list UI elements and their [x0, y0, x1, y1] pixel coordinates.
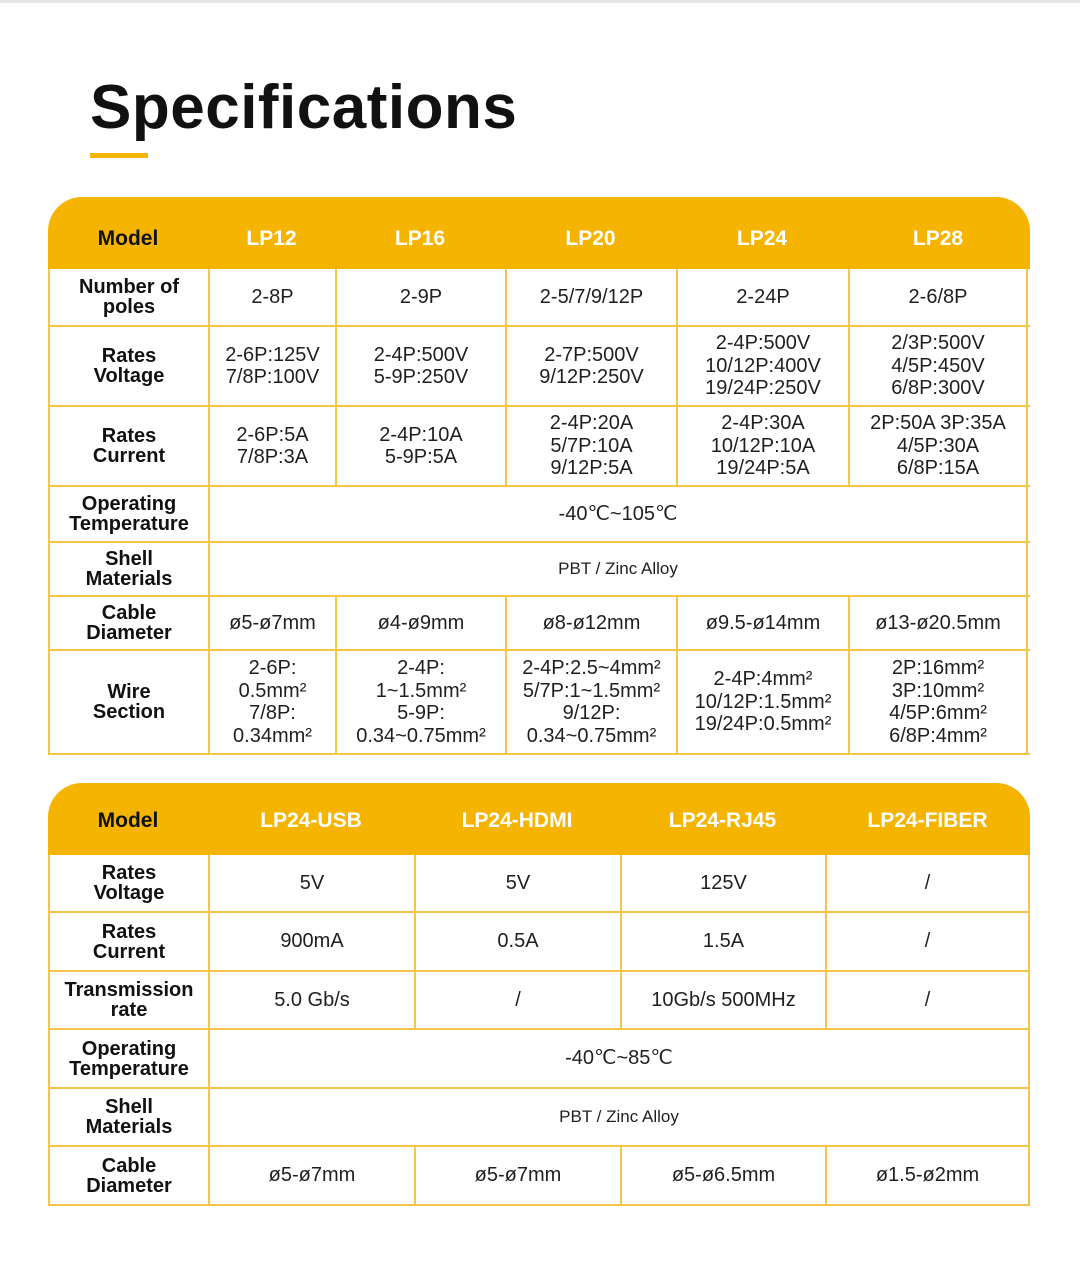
- header-model-5: LP28: [912, 227, 964, 250]
- row-label: Operating Temperature: [50, 487, 210, 541]
- row-label: Operating Temperature: [50, 1030, 210, 1087]
- table-cell: 2-9P: [337, 269, 507, 325]
- table-cell: 2-8P: [210, 269, 337, 325]
- table-row: [50, 1089, 1030, 1147]
- table-row: [50, 327, 1030, 407]
- table-cell: 2-4P:500V 5-9P:250V: [337, 327, 507, 405]
- table-cell: 125V: [622, 855, 827, 911]
- table-cell: 2/3P:500V 4/5P:450V 6/8P:300V: [850, 327, 1028, 405]
- table-cell: 2-4P:30A 10/12P:10A 19/24P:5A: [678, 407, 850, 485]
- table-row: [50, 913, 1030, 972]
- top-rule: [0, 0, 1080, 3]
- table-cell: 2-6P:125V 7/8P:100V: [210, 327, 337, 405]
- spec-table-lp24-interfaces: [48, 783, 1030, 1206]
- spanning-cell: PBT / Zinc Alloy: [210, 1089, 1030, 1145]
- header-model-2: LP24-HDMI: [461, 809, 573, 832]
- row-label: Number of poles: [50, 269, 210, 325]
- header-model-1: LP24-USB: [260, 809, 362, 832]
- header-model-4: LP24: [736, 227, 788, 250]
- table-row: [50, 1030, 1030, 1089]
- row-label: Transmission rate: [50, 972, 210, 1028]
- row-label: Wire Section: [50, 651, 210, 753]
- table-body: [48, 855, 1030, 1206]
- table-cell: ø9.5-ø14mm: [678, 597, 850, 649]
- header-model-3: LP24-RJ45: [668, 809, 777, 832]
- spanning-cell: -40℃~85℃: [210, 1030, 1030, 1087]
- spanning-cell: PBT / Zinc Alloy: [210, 543, 1028, 595]
- table-cell: 2P:16mm² 3P:10mm² 4/5P:6mm² 6/8P:4mm²: [850, 651, 1028, 753]
- row-label: Shell Materials: [50, 543, 210, 595]
- table-cell: 2-6P: 0.5mm² 7/8P: 0.34mm²: [210, 651, 337, 753]
- row-label: Cable Diameter: [50, 1147, 210, 1204]
- table-cell: 2-4P:2.5~4mm² 5/7P:1~1.5mm² 9/12P: 0.34~0.75mm²: [507, 651, 678, 753]
- table-cell: 2-6/8P: [850, 269, 1028, 325]
- header-model-label: Model: [97, 227, 159, 250]
- table-body: [48, 269, 1030, 755]
- table-row: [50, 407, 1030, 487]
- table-cell: 2-5/7/9/12P: [507, 269, 678, 325]
- table-cell: /: [827, 972, 1030, 1028]
- table-cell: ø5-ø7mm: [210, 597, 337, 649]
- table-row: [50, 651, 1030, 755]
- table-cell: ø8-ø12mm: [507, 597, 678, 649]
- table-cell: /: [827, 913, 1030, 970]
- header-model-label: Model: [97, 809, 159, 832]
- table-cell: 5V: [210, 855, 416, 911]
- table-cell: ø1.5-ø2mm: [827, 1147, 1030, 1204]
- header-model-2: LP16: [394, 227, 446, 250]
- table-cell: 10Gb/s 500MHz: [622, 972, 827, 1028]
- table-cell: ø5-ø7mm: [210, 1147, 416, 1204]
- table-cell: 2-6P:5A 7/8P:3A: [210, 407, 337, 485]
- table-cell: 900mA: [210, 913, 416, 970]
- table-row: [50, 487, 1030, 543]
- table-cell: 2-4P: 1~1.5mm² 5-9P: 0.34~0.75mm²: [337, 651, 507, 753]
- table-cell: ø5-ø7mm: [416, 1147, 622, 1204]
- table-cell: 2-4P:500V 10/12P:400V 19/24P:250V: [678, 327, 850, 405]
- spec-table-lp-series: [48, 197, 1030, 755]
- table-cell: 2-7P:500V 9/12P:250V: [507, 327, 678, 405]
- table-cell: 2-4P:20A 5/7P:10A 9/12P:5A: [507, 407, 678, 485]
- table-row: [50, 1147, 1030, 1206]
- spanning-cell: -40℃~105℃: [210, 487, 1028, 541]
- header-model-4: LP24-FIBER: [867, 809, 988, 832]
- table-cell: ø13-ø20.5mm: [850, 597, 1028, 649]
- table-cell: ø5-ø6.5mm: [622, 1147, 827, 1204]
- table-row: [50, 972, 1030, 1030]
- table-cell: 5V: [416, 855, 622, 911]
- page-title: Specifications: [90, 73, 518, 142]
- table-cell: 2-4P:10A 5-9P:5A: [337, 407, 507, 485]
- table-cell: 2P:50A 3P:35A 4/5P:30A 6/8P:15A: [850, 407, 1028, 485]
- table-row: [50, 269, 1030, 327]
- table-cell: /: [827, 855, 1030, 911]
- table-header: [48, 197, 1030, 269]
- header-model-3: LP20: [565, 227, 616, 250]
- table-row: [50, 855, 1030, 913]
- row-label: Cable Diameter: [50, 597, 210, 649]
- row-label: Rates Voltage: [50, 327, 210, 405]
- table-cell: ø4-ø9mm: [337, 597, 507, 649]
- title-underline: [90, 153, 148, 158]
- table-cell: 2-4P:4mm² 10/12P:1.5mm² 19/24P:0.5mm²: [678, 651, 850, 753]
- table-cell: /: [416, 972, 622, 1028]
- table-row: [50, 597, 1030, 651]
- row-label: Shell Materials: [50, 1089, 210, 1145]
- table-cell: 5.0 Gb/s: [210, 972, 416, 1028]
- table-header: [48, 783, 1030, 855]
- table-cell: 2-24P: [678, 269, 850, 325]
- table-cell: 1.5A: [622, 913, 827, 970]
- row-label: Rates Voltage: [50, 855, 210, 911]
- header-model-1: LP12: [246, 227, 297, 250]
- row-label: Rates Current: [50, 407, 210, 485]
- row-label: Rates Current: [50, 913, 210, 970]
- table-cell: 0.5A: [416, 913, 622, 970]
- table-row: [50, 543, 1030, 597]
